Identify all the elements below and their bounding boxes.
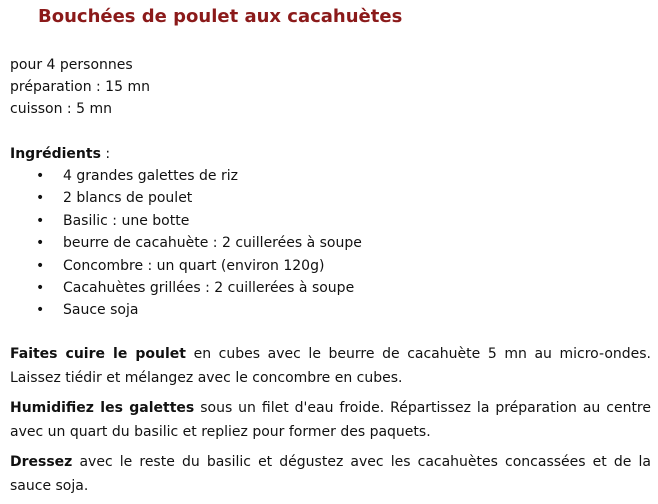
cook-time-text: cuisson : 5 mn bbox=[10, 101, 112, 117]
prep-time-text: préparation : 15 mn bbox=[10, 79, 150, 95]
step-lead: Humidifiez les galettes bbox=[10, 400, 195, 416]
ingredient-text: Concombre : un quart (environ 120g) bbox=[63, 257, 325, 274]
ingredients-heading bbox=[10, 143, 110, 165]
ingredients-colon: : bbox=[100, 146, 111, 162]
ingredient-item bbox=[0, 232, 362, 254]
ingredient-item bbox=[0, 165, 362, 187]
step-text: en cubes avec le beurre de cacahuète 5 mn au micro-ondes. Laissez tiédir et mélangez avec le concombre en cubes. bbox=[10, 346, 652, 386]
ingredient-text: 4 grandes galettes de riz bbox=[63, 168, 238, 184]
step-lead: Dressez bbox=[10, 454, 73, 470]
step-paragraph bbox=[10, 342, 651, 390]
ingredients-label: Ingrédients bbox=[10, 146, 101, 162]
ingredient-text: Sauce soja bbox=[63, 302, 139, 319]
bullet-icon: • bbox=[36, 235, 45, 252]
step-text: avec le reste du basilic et dégustez avec les cacahuètes concassées et de la sauce soja. bbox=[10, 454, 651, 494]
ingredient-text: Cacahuètes grillées : 2 cuillerées à soupe bbox=[63, 279, 355, 296]
recipe-meta bbox=[10, 54, 150, 120]
ingredient-text: 2 blancs de poulet bbox=[63, 190, 193, 207]
step-lead: Faites cuire le poulet bbox=[10, 346, 186, 362]
recipe-title: Bouchées de poulet aux cacahuètes bbox=[38, 6, 403, 27]
ingredient-item bbox=[0, 299, 362, 321]
ingredients-list bbox=[0, 165, 362, 322]
bullet-icon: • bbox=[36, 190, 45, 207]
ingredient-text: Basilic : une botte bbox=[63, 212, 190, 229]
step-paragraph bbox=[10, 450, 651, 498]
preparation-steps bbox=[10, 342, 651, 504]
step-text: sous un filet d'eau froide. Répartissez la préparation au centre avec un quart du basilic et repliez pour former des paquets. bbox=[10, 400, 651, 440]
step-paragraph bbox=[10, 396, 651, 444]
ingredient-item bbox=[0, 277, 362, 299]
bullet-icon: • bbox=[36, 279, 45, 296]
bullet-icon: • bbox=[36, 257, 45, 274]
bullet-icon: • bbox=[36, 302, 45, 319]
ingredient-text: beurre de cacahuète : 2 cuillerées à soupe bbox=[63, 235, 362, 252]
bullet-icon: • bbox=[36, 168, 45, 184]
bullet-icon: • bbox=[36, 212, 45, 229]
servings-text: pour 4 personnes bbox=[10, 57, 133, 73]
ingredient-item bbox=[0, 210, 362, 232]
ingredient-item bbox=[0, 255, 362, 277]
ingredient-item bbox=[0, 187, 362, 209]
